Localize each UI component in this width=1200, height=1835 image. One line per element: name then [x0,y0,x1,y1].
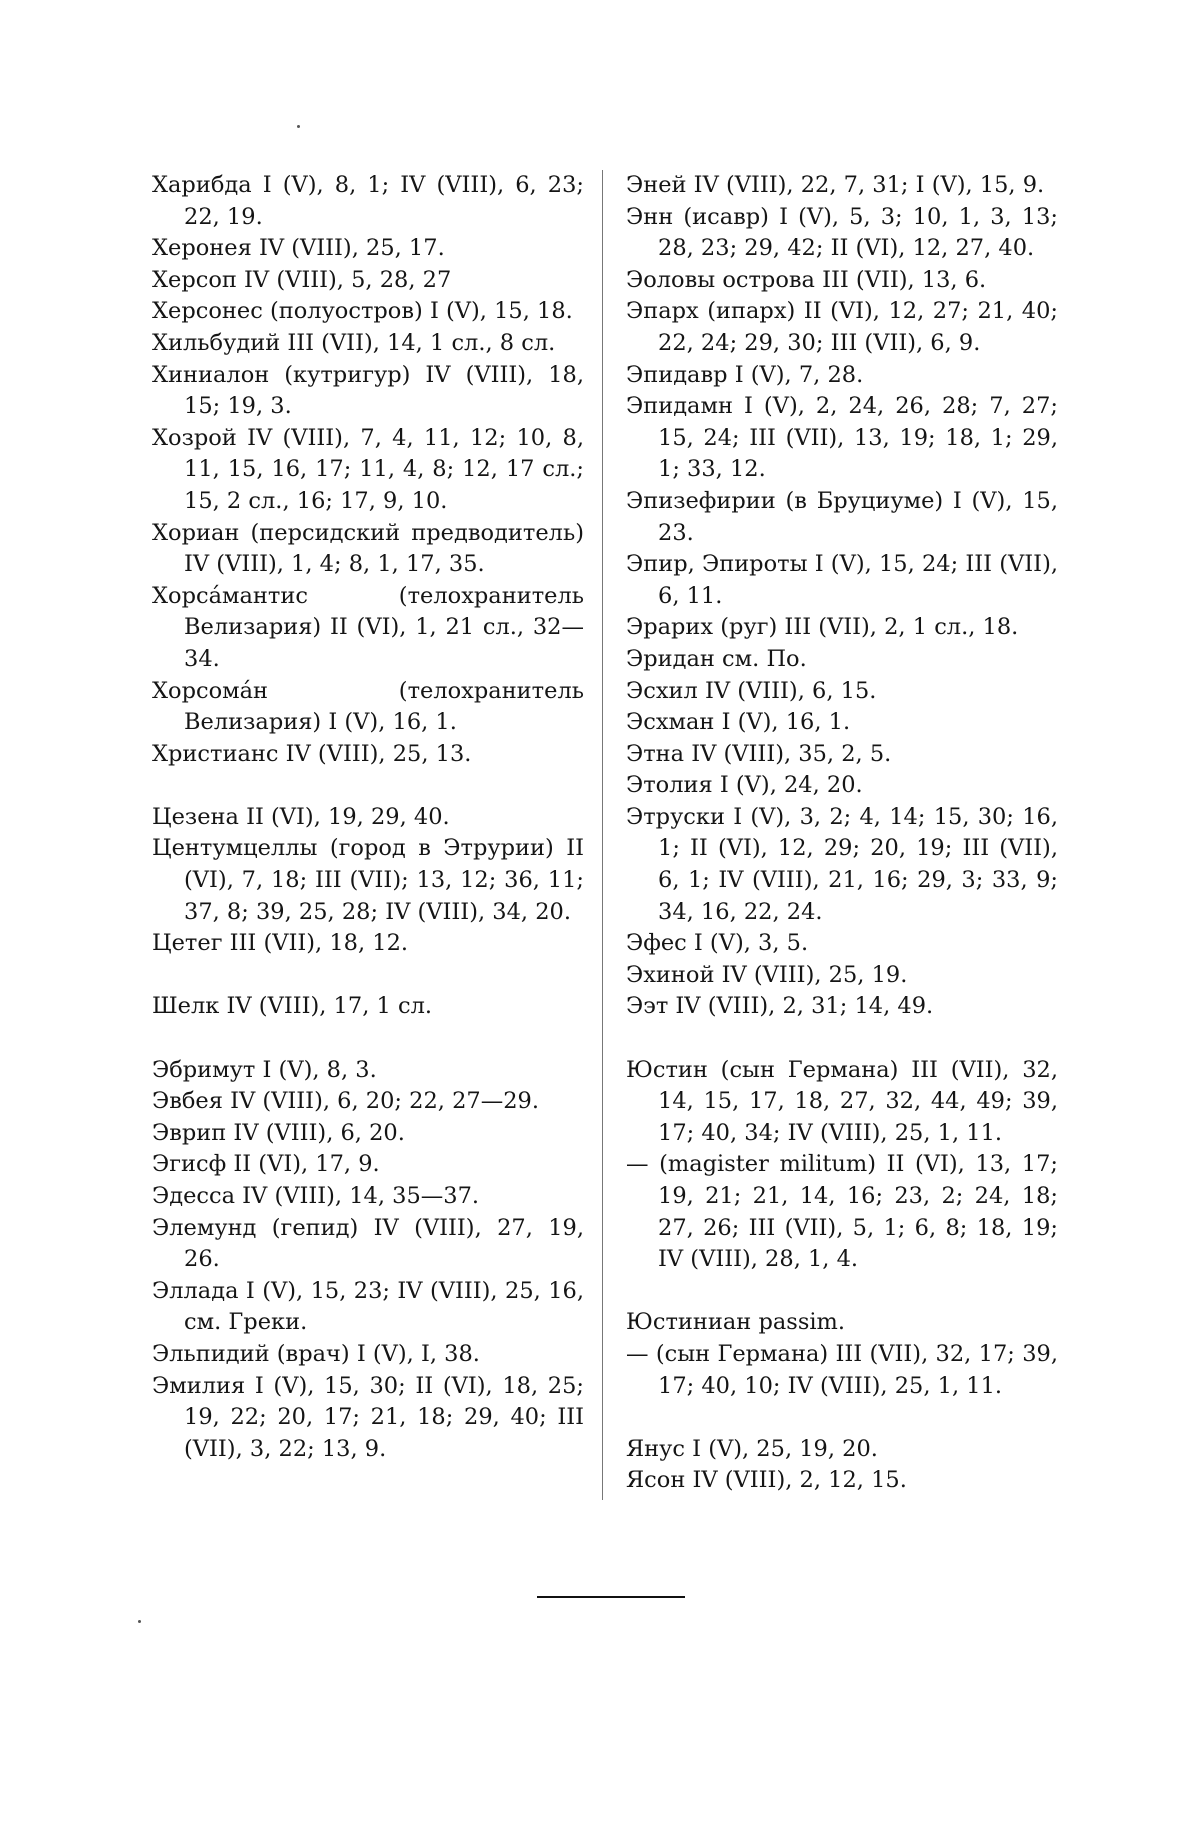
index-entry: Хиниалон (кутригур) IV (VIII), 18, 15; 19, 3. [152,361,584,420]
index-column-right [626,170,1058,1497]
index-entry: Эсхил IV (VIII), 6, 15. [626,677,877,704]
index-entry: Юстиниан passim. [626,1309,846,1336]
index-entry: Цезена II (VI), 19, 29, 40. [152,803,450,830]
index-entry: Цетег III (VII), 18, 12. [152,930,409,957]
index-entry: — (сын Германа) III (VII), 32, 17; 39, 17; 40, 10; IV (VIII), 25, 1, 11. [626,1340,1058,1399]
index-entry: Эпидавр I (V), 7, 28. [626,361,864,388]
index-entry: Шелк IV (VIII), 17, 1 сл. [152,993,433,1020]
index-entry: Эфес I (V), 3, 5. [626,930,809,957]
index-entry: Эмилия I (V), 15, 30; II (VI), 18, 25; 19, 22; 20, 17; 21, 18; 29, 40; III (VII), 3, 22; 13, 9. [152,1372,584,1462]
column-divider [602,170,603,1500]
index-entry: Эпир, Эпироты I (V), 15, 24; III (VII), 6, 11. [626,551,1058,609]
index-entry: Юстин (сын Германа) III (VII), 32, 14, 15, 17, 18, 27, 32, 44, 49; 39, 17; 40, 34; IV (VIII), 25, 1, 11. [626,1056,1058,1146]
section-gap [626,1402,1058,1434]
index-entry: Этна IV (VIII), 35, 2, 5. [626,740,892,767]
index-column-left [152,170,584,1465]
index-entry: Эпизефирии (в Бруциуме) I (V), 15, 23. [626,487,1058,546]
index-entry: Эльпидий (врач) I (V), I, 38. [152,1340,480,1367]
index-entry: Эвбея IV (VIII), 6, 20; 22, 27—29. [152,1088,539,1115]
index-entry: Эоловы острова III (VII), 13, 6. [626,266,987,293]
index-entry: Херсоп IV (VIII), 5, 28, 27 [152,266,452,293]
index-entry: Харибда I (V), 8, 1; IV (VIII), 6, 23; 22, 19. [152,172,584,230]
index-entry: Хорсома́н (телохранитель Велизария) I (V), 16, 1. [152,677,584,736]
index-entry: Ясон IV (VIII), 2, 12, 15. [626,1467,907,1494]
index-entry: Эсхман I (V), 16, 1. [626,709,851,736]
section-gap [152,770,584,802]
index-entry: — (magister militum) II (VI), 13, 17; 19, 21; 21, 14, 16; 23, 2; 24, 18; 27, 26; III (VII), 5, 1; 6, 8; 18, 19; IV (VIII), 28, 1, 4. [626,1151,1058,1273]
index-entry: Херсонес (полуостров) I (V), 15, 18. [152,298,573,325]
index-entry: Ээт IV (VIII), 2, 31; 14, 49. [626,993,934,1020]
index-entry: Янус I (V), 25, 19, 20. [626,1435,878,1462]
index-entry: Эдесса IV (VIII), 14, 35—37. [152,1183,480,1209]
index-entry: Хильбудий III (VII), 14, 1 сл., 8 сл. [152,329,556,356]
index-entry: Эридан см. По. [626,645,807,672]
index-entry: Эврип IV (VIII), 6, 20. [152,1119,405,1146]
index-entry: Эбримут I (V), 8, 3. [152,1056,377,1083]
index-entry: Этолия I (V), 24, 20. [626,772,863,799]
index-entry: Херонея IV (VIII), 25, 17. [152,235,445,262]
index-entry: Хорса́мантис (телохранитель Велизария) II (VI), 1, 21 сл., 32—34. [152,582,584,672]
paper-speck [297,125,300,128]
section-gap [152,1023,584,1055]
index-entry: Эллада I (V), 15, 23; IV (VIII), 25, 16, см. Греки. [152,1277,584,1336]
index-entry: Эгисф II (VI), 17, 9. [152,1151,380,1178]
index-entry: Элемунд (гепид) IV (VIII), 27, 19, 26. [152,1214,584,1273]
section-gap [626,1276,1058,1308]
index-entry: Эней IV (VIII), 22, 7, 31; I (V), 15, 9. [626,172,1045,198]
section-gap [626,1023,1058,1055]
section-gap [152,960,584,992]
index-entry: Энн (исавр) I (V), 5, 3; 10, 1, 3, 13; 28, 23; 29, 42; II (VI), 12, 27, 40. [626,203,1058,262]
index-entry: Христианс IV (VIII), 25, 13. [152,740,472,767]
index-entry: Хозрой IV (VIII), 7, 4, 11, 12; 10, 8, 11, 15, 16, 17; 11, 4, 8; 12, 17 сл.; 15, 2 сл., 16; 17, 9, 10. [152,424,584,514]
index-entry: Эпидамн I (V), 2, 24, 26, 28; 7, 27; 15, 24; III (VII), 13, 19; 18, 1; 29, 1; 33, 12. [626,393,1058,483]
index-entry: Эпарх (ипарх) II (VI), 12, 27; 21, 40; 22, 24; 29, 30; III (VII), 6, 9. [626,298,1058,356]
index-entry: Этруски I (V), 3, 2; 4, 14; 15, 30; 16, 1; II (VI), 12, 29; 20, 19; III (VII), 6, 1; IV (VIII), 21, 16; 29, 3; 33, 9; 34, 16, 22, 24. [626,803,1058,925]
index-entry: Эрарих (руг) III (VII), 2, 1 сл., 18. [626,614,1019,641]
index-entry: Эхиной IV (VIII), 25, 19. [626,961,908,988]
paper-speck [138,1620,141,1623]
index-entry: Хориан (персидский предводитель) IV (VIII), 1, 4; 8, 1, 17, 35. [152,519,584,578]
index-entry: Центумцеллы (город в Этрурии) II (VI), 7, 18; III (VII); 13, 12; 36, 11; 37, 8; 39, 25, 28; IV (VIII), 34, 20. [152,835,584,925]
end-rule [537,1596,685,1598]
